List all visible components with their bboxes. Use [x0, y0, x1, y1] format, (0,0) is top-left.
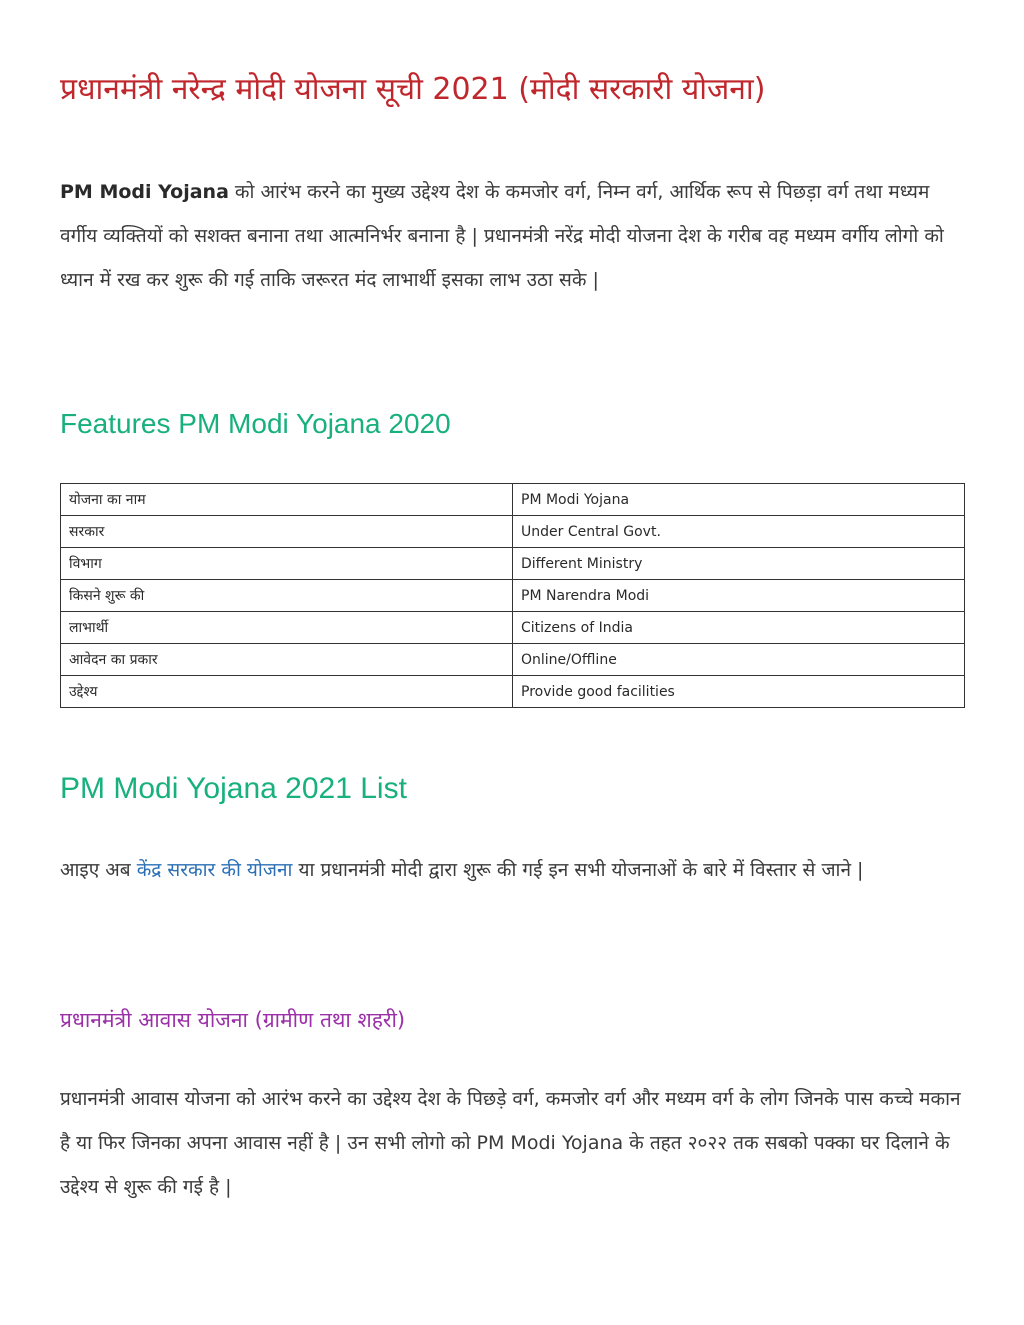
list-intro-before: आइए अब: [60, 859, 137, 881]
table-cell-value: PM Narendra Modi: [513, 580, 965, 612]
table-cell-value: PM Modi Yojana: [513, 484, 965, 516]
table-cell-label: सरकार: [61, 516, 513, 548]
table-cell-label: किसने शुरू की: [61, 580, 513, 612]
table-cell-label: योजना का नाम: [61, 484, 513, 516]
table-row: [61, 516, 965, 548]
awas-heading: प्रधानमंत्री आवास योजना (ग्रामीण तथा शहरी): [60, 1008, 406, 1032]
table-cell-label: लाभार्थी: [61, 612, 513, 644]
table-row: [61, 484, 965, 516]
table-cell-value: Citizens of India: [513, 612, 965, 644]
page-title: प्रधानमंत्री नरेन्द्र मोदी योजना सूची 2021 (मोदी सरकारी योजना): [60, 72, 766, 107]
table-row: [61, 644, 965, 676]
list-intro-after: या प्रधानमंत्री मोदी द्वारा शुरू की गई इन सभी योजनाओं के बारे में विस्तार से जाने |: [292, 859, 864, 881]
intro-bold-term: PM Modi Yojana: [60, 181, 229, 203]
list-heading: PM Modi Yojana 2021 List: [60, 772, 407, 805]
features-heading: Features PM Modi Yojana 2020: [60, 408, 451, 439]
table-cell-value: Different Ministry: [513, 548, 965, 580]
table-cell-value: Online/Offline: [513, 644, 965, 676]
table-cell-value: Under Central Govt.: [513, 516, 965, 548]
table-cell-label: उद्देश्य: [61, 676, 513, 708]
table-cell-label: विभाग: [61, 548, 513, 580]
table-cell-label: आवेदन का प्रकार: [61, 644, 513, 676]
intro-text: को आरंभ करने का मुख्य उद्देश्य देश के कमजोर वर्ग, निम्न वर्ग, आर्थिक रूप से पिछड़ा वर्ग तथा मध्यम वर्गीय व्यक्तियों को सशक्त बनाना तथा आत्मनिर्भर बनाना है | प्रधानमंत्री नरेंद्र मोदी योजना देश के गरीब वह मध्यम वर्गीय लोगो को ध्यान में रख कर शुरू की गई ताकि जरूरत मंद लाभार्थी इसका लाभ उठा सके |: [60, 181, 944, 291]
list-intro-paragraph: [60, 848, 964, 892]
table-row: [61, 676, 965, 708]
table-row: [61, 580, 965, 612]
table-row: [61, 548, 965, 580]
central-govt-scheme-link[interactable]: केंद्र सरकार की योजना: [136, 859, 293, 881]
table-cell-value: Provide good facilities: [513, 676, 965, 708]
awas-paragraph: प्रधानमंत्री आवास योजना को आरंभ करने का उद्देश्य देश के पिछड़े वर्ग, कमजोर वर्ग और मध्यम वर्ग के लोग जिनके पास कच्चे मकान है या फिर जिनका अपना आवास नहीं है | उन सभी लोगो को PM Modi Yojana के तहत २०२२ तक सबको पक्का घर दिलाने के उद्देश्य से शुरू की गई है |: [60, 1088, 961, 1198]
intro-paragraph: [60, 170, 964, 302]
table-row: [61, 612, 965, 644]
features-table: [60, 483, 965, 708]
